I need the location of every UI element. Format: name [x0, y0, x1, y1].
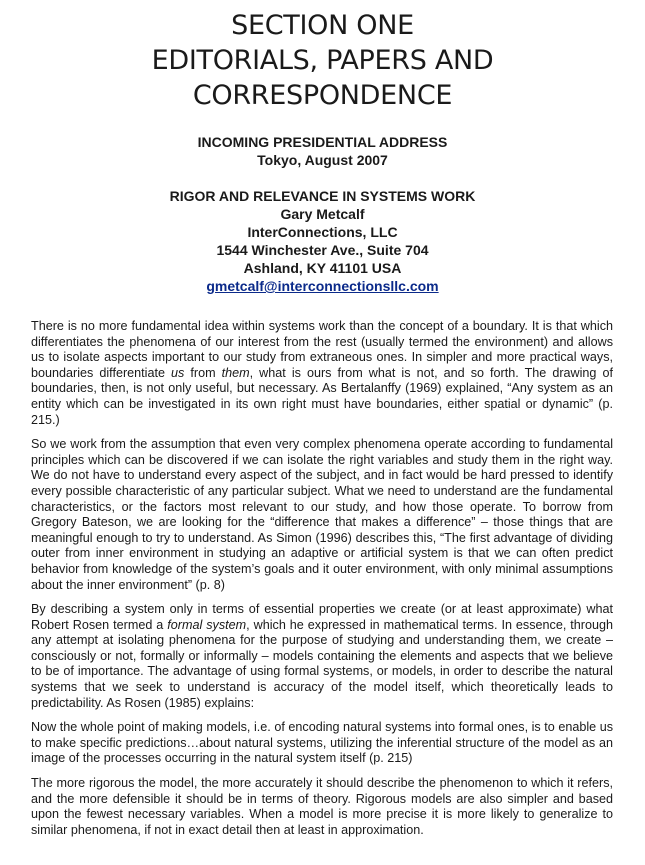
body-text: [31, 319, 613, 847]
address-title: INCOMING PRESIDENTIAL ADDRESS: [197, 134, 448, 150]
address-heading: [0, 133, 645, 169]
author-organization: InterConnections, LLC: [247, 224, 398, 240]
author-city: Ashland, KY 41101 USA: [243, 260, 402, 276]
address-place-date: Tokyo, August 2007: [257, 152, 388, 168]
paragraph-1-part-b: from: [184, 365, 222, 380]
author-name: Gary Metcalf: [280, 206, 365, 222]
section-heading-line-3: CORRESPONDENCE: [192, 80, 453, 111]
section-heading: [0, 8, 645, 113]
paragraph-1-part-a: There is no more fundamental idea within systems work than the concept of a boundary. It is that which differentiates the phenomena of our interest from the rest (usually termed the environment) and allows us to isolate aspects important to our study from extraneous ones. In simpler and more practical ways, boundaries differentiate: [31, 319, 613, 380]
paragraph-3-part-a: By describing a system only in terms of essential properties we create (or at least approximate) what Robert Rosen termed a: [31, 602, 613, 632]
paragraph-1-emphasis-us: us: [171, 365, 185, 380]
paragraph-3: [31, 602, 613, 711]
section-heading-line-1: SECTION ONE: [231, 10, 414, 41]
block-quote: Now the whole point of making models, i.e. of encoding natural systems into formal ones, is to enable us to make specific predictions…about natural systems, utilizing the inferential structure of the model as an image of the processes occurring in the natural system itself (p. 215): [31, 720, 613, 766]
paragraph-3-emphasis: formal system: [167, 617, 247, 632]
paper-title: RIGOR AND RELEVANCE IN SYSTEMS WORK: [169, 188, 476, 204]
paragraph-3-part-b: , which he expressed in mathematical terms. In essence, through any attempt at isolating phenomena for the purpose of studying and understanding them, we create – consciously or not, formally or informally – models containing the elements and aspects that we believe to be of importance. The advantage of using formal systems, or models, in order to describe the natural systems that we seek to understand is accuracy of the model itself, which theoretically leads to predictability. As Rosen (1985) explains:: [31, 617, 614, 710]
section-heading-line-2: EDITORIALS, PAPERS AND: [151, 45, 494, 76]
author-street: 1544 Winchester Ave., Suite 704: [216, 242, 429, 258]
paragraph-5: The more rigorous the model, the more accurately it should describe the phenomenon to which it refers, and the more defensible it should be in terms of theory. Rigorous models are also simpler and based upon the fewest necessary variables. When a model is more precise it is more likely to generalize to similar phenomena, if not in exact detail then at least in approximation.: [31, 776, 613, 837]
author-email-link[interactable]: gmetcalf@interconnectionsllc.com: [206, 278, 439, 294]
paragraph-1-emphasis-them: them: [221, 365, 250, 380]
paragraph-2: So we work from the assumption that even very complex phenomena operate according to fundamental principles which can be discovered if we can isolate the right variables and study them in the right way. We do not have to understand every aspect of the subject, and in fact would be hard pressed to identify every possible characteristic of any particular subject. What we need to understand are the fundamental characteristics, or the factors most relevant to our study, and how those operate. To borrow from Gregory Bateson, we are looking for the “difference that makes a difference” – those things that are meaningful enough to try to understand. As Simon (1996) describes this, “The first advantage of dividing outer from inner environment in studying an adaptive or artificial system is that we can often predict behavior from knowledge of the system’s goals and it outer environment, with only minimal assumptions about the inner environment” (p. 8): [31, 437, 613, 592]
paragraph-1-part-c: , what is ours from what is not, and so forth. The drawing of boundaries, then, is not only useful, but necessary. As Bertalanffy (1969) explained, “Any system as an entity which can be investigated in its own right must have boundaries, either spatial or dynamic” (p. 215.): [31, 365, 613, 427]
paragraph-1: [31, 319, 613, 428]
paper-header: [0, 187, 645, 295]
